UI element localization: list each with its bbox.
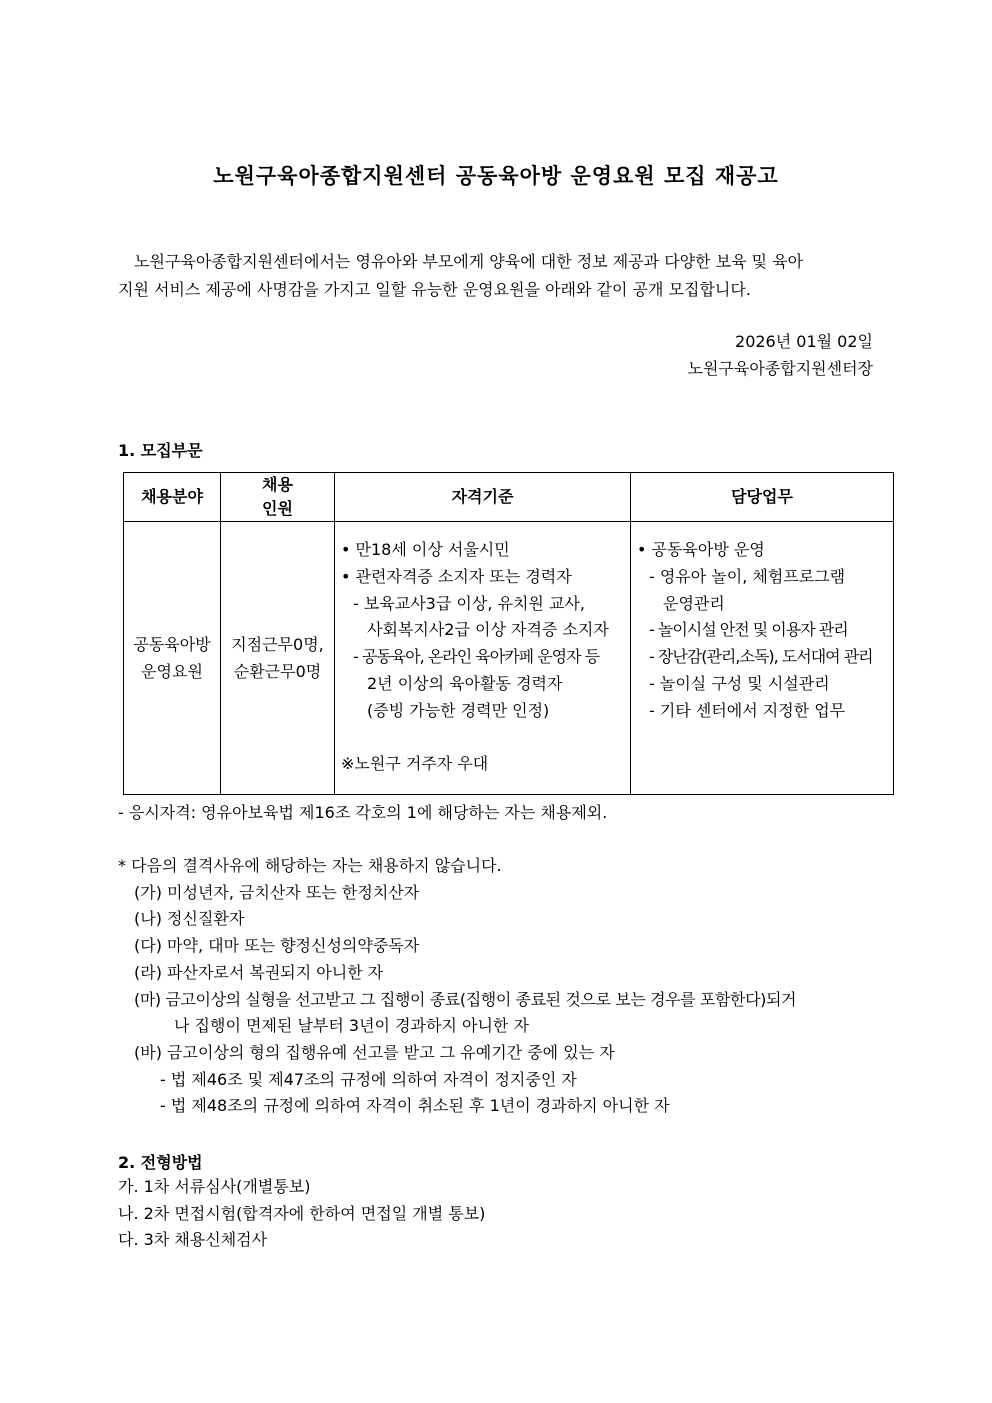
disqualification-item: (나) 정신질환자 [134, 909, 245, 929]
table-header-row [124, 473, 894, 522]
header-duties: 담당업무 [631, 473, 894, 522]
duty-item: - 놀이실 구성 및 시설관리 [649, 673, 830, 693]
disqualification-subitem: - 법 제46조 및 제47조의 규정에 의하여 자격이 정지중인 자 [160, 1069, 577, 1089]
disqualification-item: (마) 금고이상의 실형을 선고받고 그 집행이 종료(집행이 종료된 것으로 보는 경우를 포함한다)되거 [134, 989, 797, 1009]
qualification-item: (증빙 가능한 경력만 인정) [367, 700, 550, 720]
disqualification-item-continued: 나 집행이 면제된 날부터 3년이 경과하지 아니한 자 [174, 1016, 529, 1036]
qualification-item: 2년 이상의 육아활동 경력자 [367, 673, 563, 693]
resident-preference-note: ※노원구 거주자 우대 [341, 754, 489, 774]
duty-item: • 공동육아방 운영 [637, 540, 765, 559]
disqualification-item: (바) 금고이상의 형의 집행유예 선고를 받고 그 유예기간 중에 있는 자 [134, 1042, 615, 1062]
qualification-item: • 관련자격증 소지자 또는 경력자 [341, 566, 572, 586]
field-line-2: 운영요원 [141, 662, 203, 681]
disqualification-subitem: - 법 제48조의 규정에 의하여 자격이 취소된 후 1년이 경과하지 아니한 자 [160, 1096, 670, 1116]
header-count [221, 473, 335, 522]
header-count-line-2: 인원 [262, 499, 293, 518]
count-line-1: 지점근무0명, [231, 635, 324, 654]
disqualification-item: (가) 미성년자, 금치산자 또는 한정치산자 [134, 882, 420, 902]
cell-qualification [335, 522, 631, 795]
intro-line-1: 노원구육아종합지원센터에서는 영유아와 부모에게 양육에 대한 정보 제공과 다양한 보육 및 육아 [134, 252, 804, 271]
table-row [124, 522, 894, 795]
duty-item: 운영관리 [663, 593, 725, 613]
field-line-1: 공동육아방 [133, 635, 211, 654]
issuer-name: 노원구육아종합지원센터장 [687, 359, 873, 378]
disqualification-item: (다) 마약, 대마 또는 향정신성의약중독자 [134, 936, 420, 956]
duty-item: - 영유아 놀이, 체험프로그램 [649, 566, 846, 586]
eligibility-note: - 응시자격: 영유아보육법 제16조 각호의 1에 해당하는 자는 채용제외. [118, 803, 608, 822]
selection-step: 가. 1차 서류심사(개별통보) [118, 1177, 311, 1196]
recruitment-table [123, 472, 894, 795]
selection-steps [118, 1174, 485, 1254]
selection-step: 다. 3차 채용신체검사 [118, 1230, 268, 1250]
header-field: 채용분야 [124, 473, 221, 522]
header-qualification: 자격기준 [335, 473, 631, 522]
qualification-item: - 보육교사3급 이상, 유치원 교사, [353, 593, 585, 613]
disqualification-intro: * 다음의 결격사유에 해당하는 자는 채용하지 않습니다. [118, 856, 502, 875]
intro-line-2: 지원 서비스 제공에 사명감을 가지고 일할 유능한 운영요원을 아래와 같이 공개 모집합니다. [118, 280, 751, 299]
count-line-2: 순환근무0명 [233, 662, 322, 681]
qualification-item: 사회복지사2급 이상 자격증 소지자 [367, 620, 609, 640]
cell-duties [631, 522, 894, 795]
cell-count [221, 522, 335, 795]
disqualification-list [118, 853, 796, 1120]
duty-item: - 장난감(관리,소독), 도서대여 관리 [649, 647, 873, 667]
duty-item: - 놀이시설 안전 및 이용자 관리 [649, 620, 848, 640]
cell-field [124, 522, 221, 795]
qualification-item: • 만18세 이상 서울시민 [341, 540, 510, 559]
intro-paragraph [118, 248, 878, 304]
announcement-date: 2026년 01월 02일 [735, 332, 873, 351]
page-title: 노원구육아종합지원센터 공동육아방 운영요원 모집 재공고 [213, 164, 779, 188]
header-count-line-1: 채용 [262, 475, 293, 494]
section-1-heading: 1. 모집부문 [118, 441, 203, 460]
section-2-heading: 2. 전형방법 [118, 1153, 203, 1172]
qualification-item: - 공동육아, 온라인 육아카페 운영자 등 [353, 647, 600, 667]
disqualification-item: (라) 파산자로서 복권되지 아니한 자 [134, 962, 384, 982]
duty-item: - 기타 센터에서 지정한 업무 [649, 700, 846, 720]
blank-line [341, 725, 630, 752]
selection-step: 나. 2차 면접시험(합격자에 한하여 면접일 개별 통보) [118, 1203, 486, 1223]
